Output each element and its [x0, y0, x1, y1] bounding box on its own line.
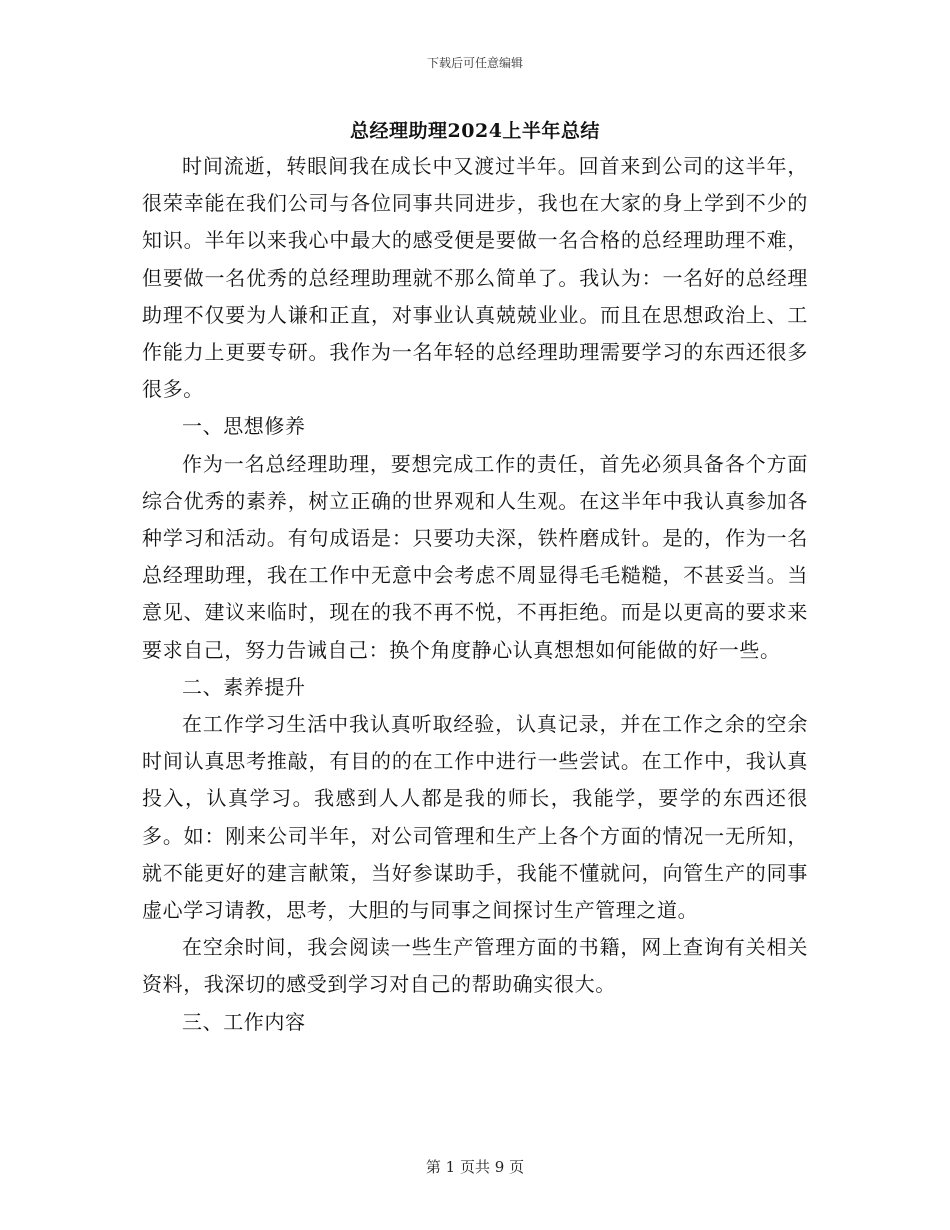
thought-paragraph: 作为一名总经理助理，要想完成工作的责任，首先必须具备各个方面综合优秀的素养，树立正确的世界观和人生观。在这半年中我认真参加各种学习和活动。有句成语是：只要功夫深，铁杵磨成针。是的，作为一名总经理助理，我在工作中无意中会考虑不周显得毛毛糙糙，不甚妥当。当意见、建议来临时，现在的我不再不悦，不再拒绝。而是以更高的要求来要求自己，努力告诫自己：换个角度静心认真想想如何能做的好一些。: [142, 451, 808, 662]
page-number: 第 1 页共 9 页: [425, 1158, 525, 1176]
section-heading-work: 三、工作内容: [182, 1009, 306, 1034]
section-heading-quality: 二、素养提升: [182, 674, 306, 699]
document-title: 总经理助理2024上半年总结: [350, 120, 600, 142]
intro-paragraph: 时间流逝，转眼间我在成长中又渡过半年。回首来到公司的这半年，很荣幸能在我们公司与各位同事共同进步，我也在大家的身上学到不少的知识。半年以来我心中最大的感受便是要做一名合格的总经理助理不难，但要做一名优秀的总经理助理就不那么简单了。我认为：一名好的总经理助理不仅要为人谦和正直，对事业认真兢兢业业。而且在思想政治上、工作能力上更要专研。我作为一名年轻的总经理助理需要学习的东西还很多很多。: [142, 154, 808, 402]
document-body: [142, 148, 808, 1041]
section-heading-thought: 一、思想修养: [182, 414, 306, 439]
reading-paragraph: 在空余时间，我会阅读一些生产管理方面的书籍，网上查询有关相关资料，我深切的感受到学习对自己的帮助确实很大。: [142, 935, 808, 997]
header-note: 下载后可任意编辑: [426, 56, 523, 70]
quality-paragraph: 在工作学习生活中我认真听取经验，认真记录，并在工作之余的空余时间认真思考推敲，有目的的在工作中进行一些尝试。在工作中，我认真投入，认真学习。我感到人人都是我的师长，我能学，要学的东西还很多。如：刚来公司半年，对公司管理和生产上各个方面的情况一无所知，就不能更好的建言献策，当好参谋助手，我能不懂就问，向管生产的同事虚心学习请教，思考，大胆的与同事之间探讨生产管理之道。: [142, 712, 808, 923]
